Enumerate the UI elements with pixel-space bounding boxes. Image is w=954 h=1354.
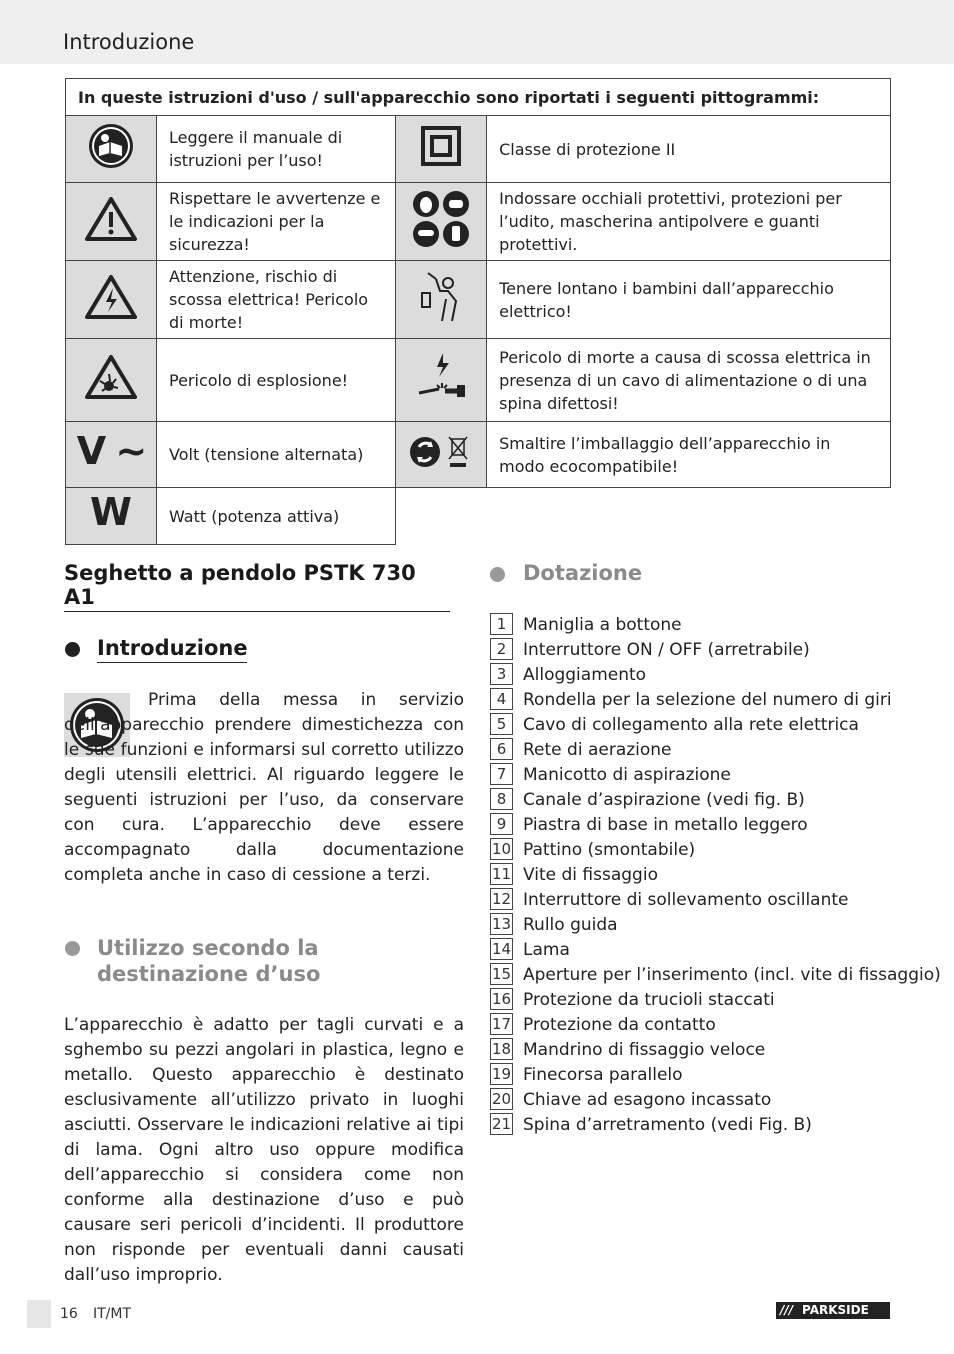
item-number: 5 — [490, 713, 513, 735]
protection-class-ii-icon — [396, 116, 487, 183]
bullet-icon — [65, 941, 80, 956]
pictogram-table-heading: In queste istruzioni d'uso / sull'apparecchio sono riportati i seguenti pittogrammi: — [66, 79, 891, 116]
pictogram-text: Tenere lontano i bambini dall’apparecchio elettrico! — [487, 261, 891, 339]
item-number: 19 — [491, 1065, 512, 1083]
item-label: Cavo di collegamento alla rete elettrica — [523, 715, 859, 735]
item-number: 2 — [490, 638, 513, 660]
electric-shock-icon — [66, 261, 157, 339]
use-heading-line-1: Utilizzo secondo la — [97, 936, 319, 960]
item-number: 8 — [490, 788, 513, 810]
item-label: Canale d’aspirazione (vedi fig. B) — [523, 790, 805, 810]
pictogram-text: Smaltire l’imballaggio dell’apparecchio in modo ecocompatibile! — [487, 422, 891, 488]
intro-heading: Introduzione — [97, 636, 248, 660]
item-label: Interruttore ON / OFF (arretrabile) — [523, 640, 810, 660]
damaged-cable-icon — [396, 339, 487, 422]
item-number: 7 — [490, 763, 513, 785]
watt-symbol: W — [90, 490, 132, 534]
pictogram-text: Classe di protezione II — [487, 116, 891, 183]
read-manual-icon — [66, 116, 157, 183]
item-label: Interruttore di sollevamento oscillante — [523, 890, 849, 910]
item-number: 18 — [491, 1040, 512, 1058]
item-number: 14 — [491, 940, 512, 958]
item-label: Piastra di base in metallo leggero — [523, 815, 808, 835]
brand-name: PARKSIDE — [802, 1303, 869, 1317]
item-label: Alloggiamento — [523, 665, 647, 685]
bullet-icon — [65, 642, 80, 657]
item-label: Vite di fissaggio — [523, 865, 658, 885]
volt-ac-symbol: V ~ — [76, 428, 146, 473]
logo-stripes-icon: /// — [780, 1303, 794, 1317]
item-number: 16 — [491, 990, 512, 1008]
item-label: Pattino (smontabile) — [523, 840, 696, 860]
bullet-icon — [490, 567, 505, 582]
pictogram-text: Indossare occhiali protettivi, protezioni per l’udito, mascherina antipolvere e guanti protettivi. — [487, 183, 891, 261]
item-label: Maniglia a bottone — [523, 615, 682, 635]
explosion-icon — [66, 339, 157, 422]
equipment-heading: Dotazione — [523, 561, 643, 585]
intro-paragraph: Prima della messa in servizio dell’apparecchio prendere dimestichezza con le sue funzioni e informarsi sul corretto utilizzo degli utensili elettrici. Al riguardo leggere le seguenti istruzioni per l’uso, da conservare con cura. L’apparecchio deve essere accompagnato dalla documentazione completa anche in caso di cessione a terzi. — [64, 690, 464, 885]
page-number: 16 — [60, 1306, 78, 1322]
item-label: Aperture per l’inserimento (incl. vite di fissaggio) — [523, 965, 941, 985]
pictogram-text: Pericolo di esplosione! — [157, 339, 396, 422]
watt-icon — [66, 488, 157, 545]
item-label: Rullo guida — [523, 915, 618, 935]
warning-triangle-icon — [66, 183, 157, 261]
item-label: Protezione da trucioli staccati — [523, 990, 775, 1010]
item-number: 10 — [491, 840, 512, 858]
intro-heading-underline — [97, 662, 247, 663]
pictogram-text: Volt (tensione alternata) — [157, 422, 396, 488]
pictogram-text: Watt (potenza attiva) — [157, 488, 396, 545]
item-label: Chiave ad esagono incassato — [523, 1090, 772, 1110]
pictogram-text: Rispettare le avvertenze e le indicazioni per la sicurezza! — [157, 183, 396, 261]
item-number: 4 — [490, 688, 513, 710]
pictogram-table — [65, 78, 891, 545]
item-label: Protezione da contatto — [523, 1015, 716, 1035]
item-number: 1 — [490, 613, 513, 635]
protective-equipment-icon — [396, 183, 487, 261]
language-code: IT/MT — [93, 1306, 132, 1322]
keep-children-away-icon — [396, 261, 487, 339]
product-title: Seghetto a pendolo PSTK 730 A1 — [64, 561, 450, 612]
item-label: Mandrino di fissaggio veloce — [523, 1040, 766, 1060]
item-label: Lama — [523, 940, 570, 960]
item-number: 12 — [491, 890, 512, 908]
item-number: 20 — [491, 1090, 512, 1108]
pictogram-text: Pericolo di morte a causa di scossa elettrica in presenza di un cavo di alimentazione o di una spina difettosi! — [487, 339, 891, 422]
use-heading-line-2: destinazione d’uso — [97, 962, 321, 986]
use-heading — [97, 935, 320, 987]
volt-ac-icon — [66, 422, 157, 488]
pictogram-text: Attenzione, rischio di scossa elettrica! Pericolo di morte! — [157, 261, 396, 339]
page-header — [0, 0, 954, 64]
item-number: 17 — [491, 1015, 512, 1033]
parkside-logo — [776, 1302, 890, 1319]
item-label: Manicotto di aspirazione — [523, 765, 731, 785]
item-number: 9 — [490, 813, 513, 835]
item-number: 13 — [491, 915, 512, 933]
empty-cell — [396, 488, 891, 545]
recycle-icon — [396, 422, 487, 488]
item-number: 11 — [491, 865, 512, 883]
use-paragraph: L’apparecchio è adatto per tagli curvati e a sghembo su pezzi angolari in plastica, legno e metallo. Questo apparecchio è destinato esclusivamente all’utilizzo privato in luoghi asciutti. Osservare le indicazioni relative ai tipi di lama. Ogni altro uso oppure modifica dell’apparecchio si considera come non conforme alla destinazione d’uso e può causare seri pericoli d’incidenti. Il produttore non risponde per eventuali danni causati dall’uso improprio. — [64, 1015, 464, 1285]
pictogram-text: Leggere il manuale di istruzioni per l’uso! — [157, 116, 396, 183]
item-number: 6 — [490, 738, 513, 760]
item-label: Spina d’arretramento (vedi Fig. B) — [523, 1115, 812, 1135]
item-number: 3 — [490, 663, 513, 685]
item-label: Finecorsa parallelo — [523, 1065, 683, 1085]
item-number: 15 — [491, 965, 512, 983]
item-label: Rondella per la selezione del numero di giri — [523, 690, 892, 710]
footer-tab — [27, 1300, 51, 1328]
item-label: Rete di aerazione — [523, 740, 672, 760]
page-title: Introduzione — [63, 30, 195, 54]
item-number: 21 — [491, 1115, 512, 1133]
